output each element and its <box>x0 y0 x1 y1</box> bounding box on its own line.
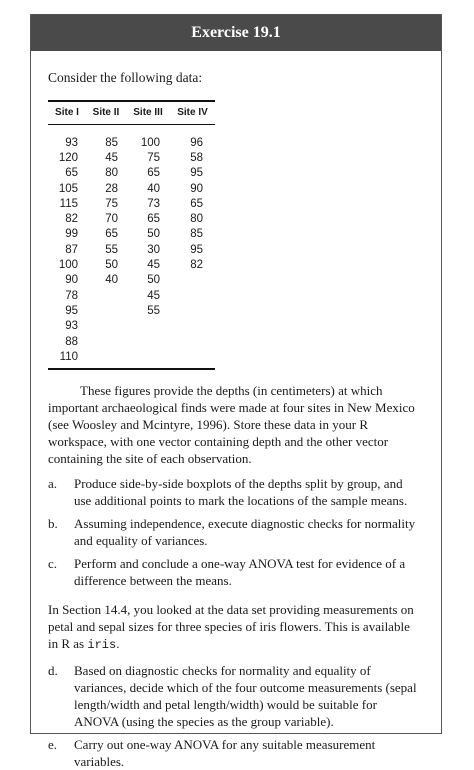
table-cell <box>170 303 215 318</box>
table-cell: 95 <box>190 243 203 256</box>
table-row <box>48 303 215 318</box>
column-header-site-2: Site II <box>86 101 126 125</box>
table-cell <box>86 303 126 318</box>
table-cell: 65 <box>65 167 78 180</box>
table-cell <box>126 349 170 369</box>
table-row <box>48 257 215 272</box>
intro-text: Consider the following data: <box>48 70 203 85</box>
table-cell: 95 <box>65 304 78 317</box>
table-row <box>48 319 215 334</box>
table-cell: 80 <box>105 167 118 180</box>
column-header-site-4: Site IV <box>170 101 215 125</box>
table-cell: 73 <box>147 197 160 210</box>
question-text: Produce side-by-side boxplots of the depths split by group, and use additional points to mark the locations of the sample means. <box>74 476 408 509</box>
table-cell: 88 <box>65 335 78 348</box>
table-cell: 110 <box>59 350 78 363</box>
table-cell: 75 <box>147 151 160 164</box>
description-paragraph: These figures provide the depths (in centimeters) at which important archaeological finds were made at four sites in New Mexico (see Woosley and Mcintyre, 1996). Store these data in your R workspace, with one vector containing depth and the other vector containing the site of each observation. <box>48 383 415 467</box>
question-list-2 <box>48 662 423 770</box>
question-text: Carry out one-way ANOVA for any suitable measurement variables. <box>74 737 376 770</box>
table-cell: 82 <box>65 213 78 226</box>
question-label: c. <box>48 556 58 572</box>
table-row <box>48 166 215 181</box>
table-cell: 85 <box>190 228 203 241</box>
question-label: b. <box>48 516 58 532</box>
question-text: Based on diagnostic checks for normality and equality of variances, decide which of the four outcome measurements (sepal length/width and petal length/width) would be suitable for ANOVA (using the species as the group variable). <box>74 663 417 730</box>
table-cell: 58 <box>190 151 203 164</box>
table-row <box>48 196 215 211</box>
table-cell: 95 <box>190 167 203 180</box>
table-cell <box>86 319 126 334</box>
table-cell: 93 <box>65 320 78 333</box>
table-cell: 85 <box>105 136 118 149</box>
table-cell <box>170 319 215 334</box>
table-cell <box>170 349 215 369</box>
table-cell: 99 <box>65 228 78 241</box>
table-cell <box>126 334 170 349</box>
table-cell: 40 <box>105 274 118 287</box>
column-header-site-3: Site III <box>126 101 170 125</box>
table-cell: 45 <box>105 151 118 164</box>
question-text: Assuming independence, execute diagnostic checks for normality and equality of variances. <box>74 516 416 549</box>
table-cell: 80 <box>190 213 203 226</box>
table-cell: 93 <box>65 136 78 149</box>
question-item <box>48 736 423 770</box>
table-header-row <box>48 101 215 125</box>
table-cell: 120 <box>58 151 78 164</box>
table-cell: 40 <box>147 182 160 195</box>
table-cell: 82 <box>190 259 203 272</box>
table-cell <box>86 334 126 349</box>
table-cell: 75 <box>105 197 118 210</box>
table-cell <box>86 349 126 369</box>
table-cell: 55 <box>147 304 160 317</box>
table-row <box>48 181 215 196</box>
table-body <box>48 125 215 370</box>
table-row <box>48 211 215 226</box>
table-cell: 65 <box>147 213 160 226</box>
table-cell: 50 <box>147 274 160 287</box>
table-row <box>48 150 215 165</box>
exercise-content <box>31 70 441 770</box>
exercise-box <box>30 14 442 770</box>
table-cell <box>126 319 170 334</box>
table-cell <box>170 273 215 288</box>
table-row <box>48 227 215 242</box>
table-cell: 65 <box>147 167 160 180</box>
table-cell: 115 <box>59 197 78 210</box>
question-label: a. <box>48 476 58 492</box>
question-label: d. <box>48 663 58 679</box>
data-table <box>48 100 215 370</box>
table-cell <box>170 288 215 303</box>
table-row <box>48 334 215 349</box>
table-cell: 28 <box>105 182 118 195</box>
table-row <box>48 273 215 288</box>
table-cell: 78 <box>65 289 78 302</box>
table-cell: 70 <box>105 213 118 226</box>
question-list-1 <box>48 475 423 589</box>
iris-code: iris <box>87 638 117 653</box>
table-cell: 96 <box>190 136 203 149</box>
table-cell: 105 <box>58 182 78 195</box>
table-cell: 100 <box>140 136 160 149</box>
question-text: Perform and conclude a one-way ANOVA test for evidence of a difference between the means. <box>74 556 406 589</box>
table-row <box>48 242 215 257</box>
exercise-title: Exercise 19.1 <box>31 15 441 51</box>
table-row <box>48 125 215 151</box>
question-item <box>48 515 423 549</box>
iris-paragraph-end: . <box>116 636 120 652</box>
table-bottom-rule <box>48 369 215 370</box>
table-cell: 87 <box>65 243 78 256</box>
question-item <box>48 662 423 730</box>
table-cell: 65 <box>190 197 203 210</box>
column-header-site-1: Site I <box>48 101 86 125</box>
table-cell <box>170 334 215 349</box>
table-cell: 65 <box>105 228 118 241</box>
table-cell: 45 <box>147 289 160 302</box>
table-cell: 100 <box>58 259 78 272</box>
question-item <box>48 555 423 589</box>
table-cell: 90 <box>65 274 78 287</box>
question-label: e. <box>48 737 58 753</box>
iris-paragraph <box>48 601 423 654</box>
table-cell: 45 <box>147 259 160 272</box>
question-item <box>48 475 423 509</box>
table-cell: 50 <box>105 259 118 272</box>
table-cell: 50 <box>147 228 160 241</box>
table-row <box>48 349 215 369</box>
table-cell <box>86 288 126 303</box>
table-cell: 30 <box>147 243 160 256</box>
table-cell: 55 <box>105 243 118 256</box>
table-cell: 90 <box>190 182 203 195</box>
table-row <box>48 288 215 303</box>
iris-paragraph-text: In Section 14.4, you looked at the data set providing measurements on petal and sepal sizes for three species of iris flowers. This is available in R as <box>48 602 414 652</box>
